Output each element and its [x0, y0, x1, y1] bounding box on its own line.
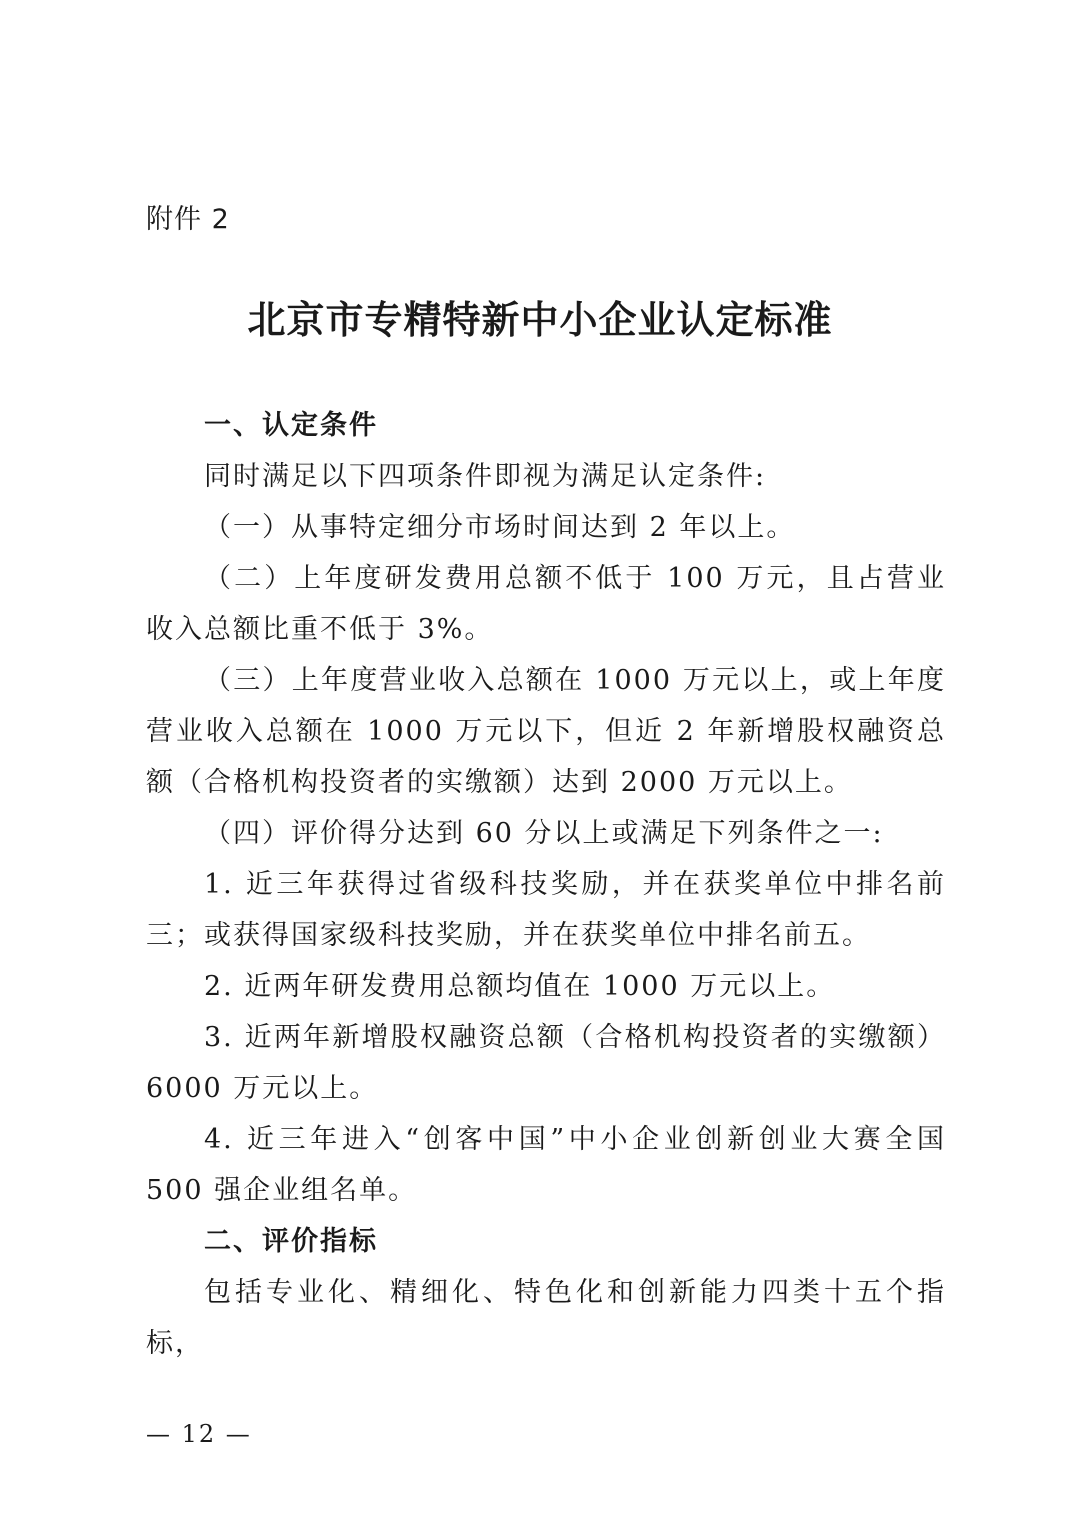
criteria-intro: 同时满足以下四项条件即视为满足认定条件: — [204, 461, 767, 492]
section-heading-indicators: 二、评价指标 — [204, 1226, 378, 1257]
section-heading-criteria: 一、认定条件 — [204, 410, 378, 441]
attachment-label: 附件 2 — [146, 204, 230, 235]
page-number: — 12 — — [146, 1420, 252, 1448]
criterion-3: （三）上年度营业收入总额在 1000 万元以上，或上年度营业收入总额在 1000 万元以下，但近 2 年新增股权融资总额（合格机构投资者的实缴额）达到 2000 万元以上。 — [146, 665, 946, 798]
criterion-2: （二）上年度研发费用总额不低于 100 万元，且占营业收入总额比重不低于 3%。 — [146, 563, 946, 645]
criterion-4: （四）评价得分达到 60 分以上或满足下列条件之一: — [204, 818, 884, 849]
criterion-1: （一）从事特定细分市场时间达到 2 年以上。 — [204, 512, 796, 543]
criterion-4-item-2: 2. 近两年研发费用总额均值在 1000 万元以上。 — [204, 971, 836, 1002]
criterion-4-item-4: 4. 近三年进入“创客中国”中小企业创新创业大赛全国 500 强企业组名单。 — [146, 1124, 946, 1206]
criterion-4-item-1: 1. 近三年获得过省级科技奖励，并在获奖单位中排名前三；或获得国家级科技奖励，并在获奖单位中排名前五。 — [146, 869, 946, 951]
document-title: 北京市专精特新中小企业认定标准 — [247, 298, 833, 342]
indicators-intro: 包括专业化、精细化、特色化和创新能力四类十五个指标， — [146, 1277, 946, 1359]
criterion-4-item-3: 3. 近两年新增股权融资总额（合格机构投资者的实缴额）6000 万元以上。 — [146, 1022, 946, 1104]
document-body — [146, 400, 946, 1369]
